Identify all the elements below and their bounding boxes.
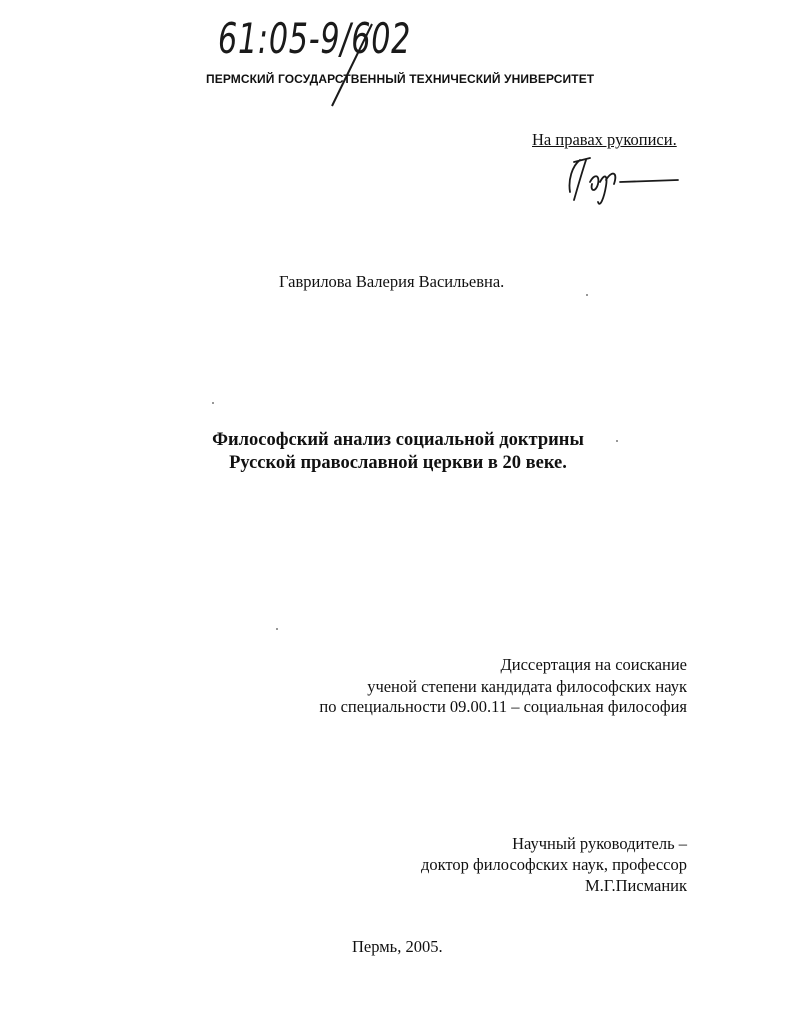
archive-code: 61:05-9/602 xyxy=(218,14,412,63)
supervisor-name: М.Г.Писманик xyxy=(585,876,687,895)
author-name: Гаврилова Валерия Васильевна. xyxy=(279,272,505,291)
scan-speck xyxy=(616,440,618,442)
scan-speck xyxy=(276,628,278,630)
thesis-title-line-2: Русской православной церкви в 20 веке. xyxy=(229,453,567,473)
scan-speck xyxy=(212,402,214,404)
supervisor-line-1: Научный руководитель – xyxy=(512,834,687,853)
dissertation-line-3: по специальности 09.00.11 – социальная философия xyxy=(319,697,687,716)
supervisor-line-2: доктор философских наук, профессор xyxy=(420,855,687,874)
city-year: Пермь, 2005. xyxy=(352,937,443,956)
signature xyxy=(560,152,690,212)
dissertation-line-1: Диссертация на соискание xyxy=(500,655,687,674)
scan-speck xyxy=(586,294,588,296)
rights-note: На правах рукописи. xyxy=(532,130,677,149)
dissertation-line-2: ученой степени кандидата философских наук xyxy=(367,677,687,696)
thesis-title-line-1: Философский анализ социальной доктрины xyxy=(212,430,584,450)
archive-code-slash xyxy=(320,20,380,110)
university-name: ПЕРМСКИЙ ГОСУДАРСТВЕННЫЙ ТЕХНИЧЕСКИЙ УНИВЕРСИТЕТ xyxy=(206,72,595,86)
